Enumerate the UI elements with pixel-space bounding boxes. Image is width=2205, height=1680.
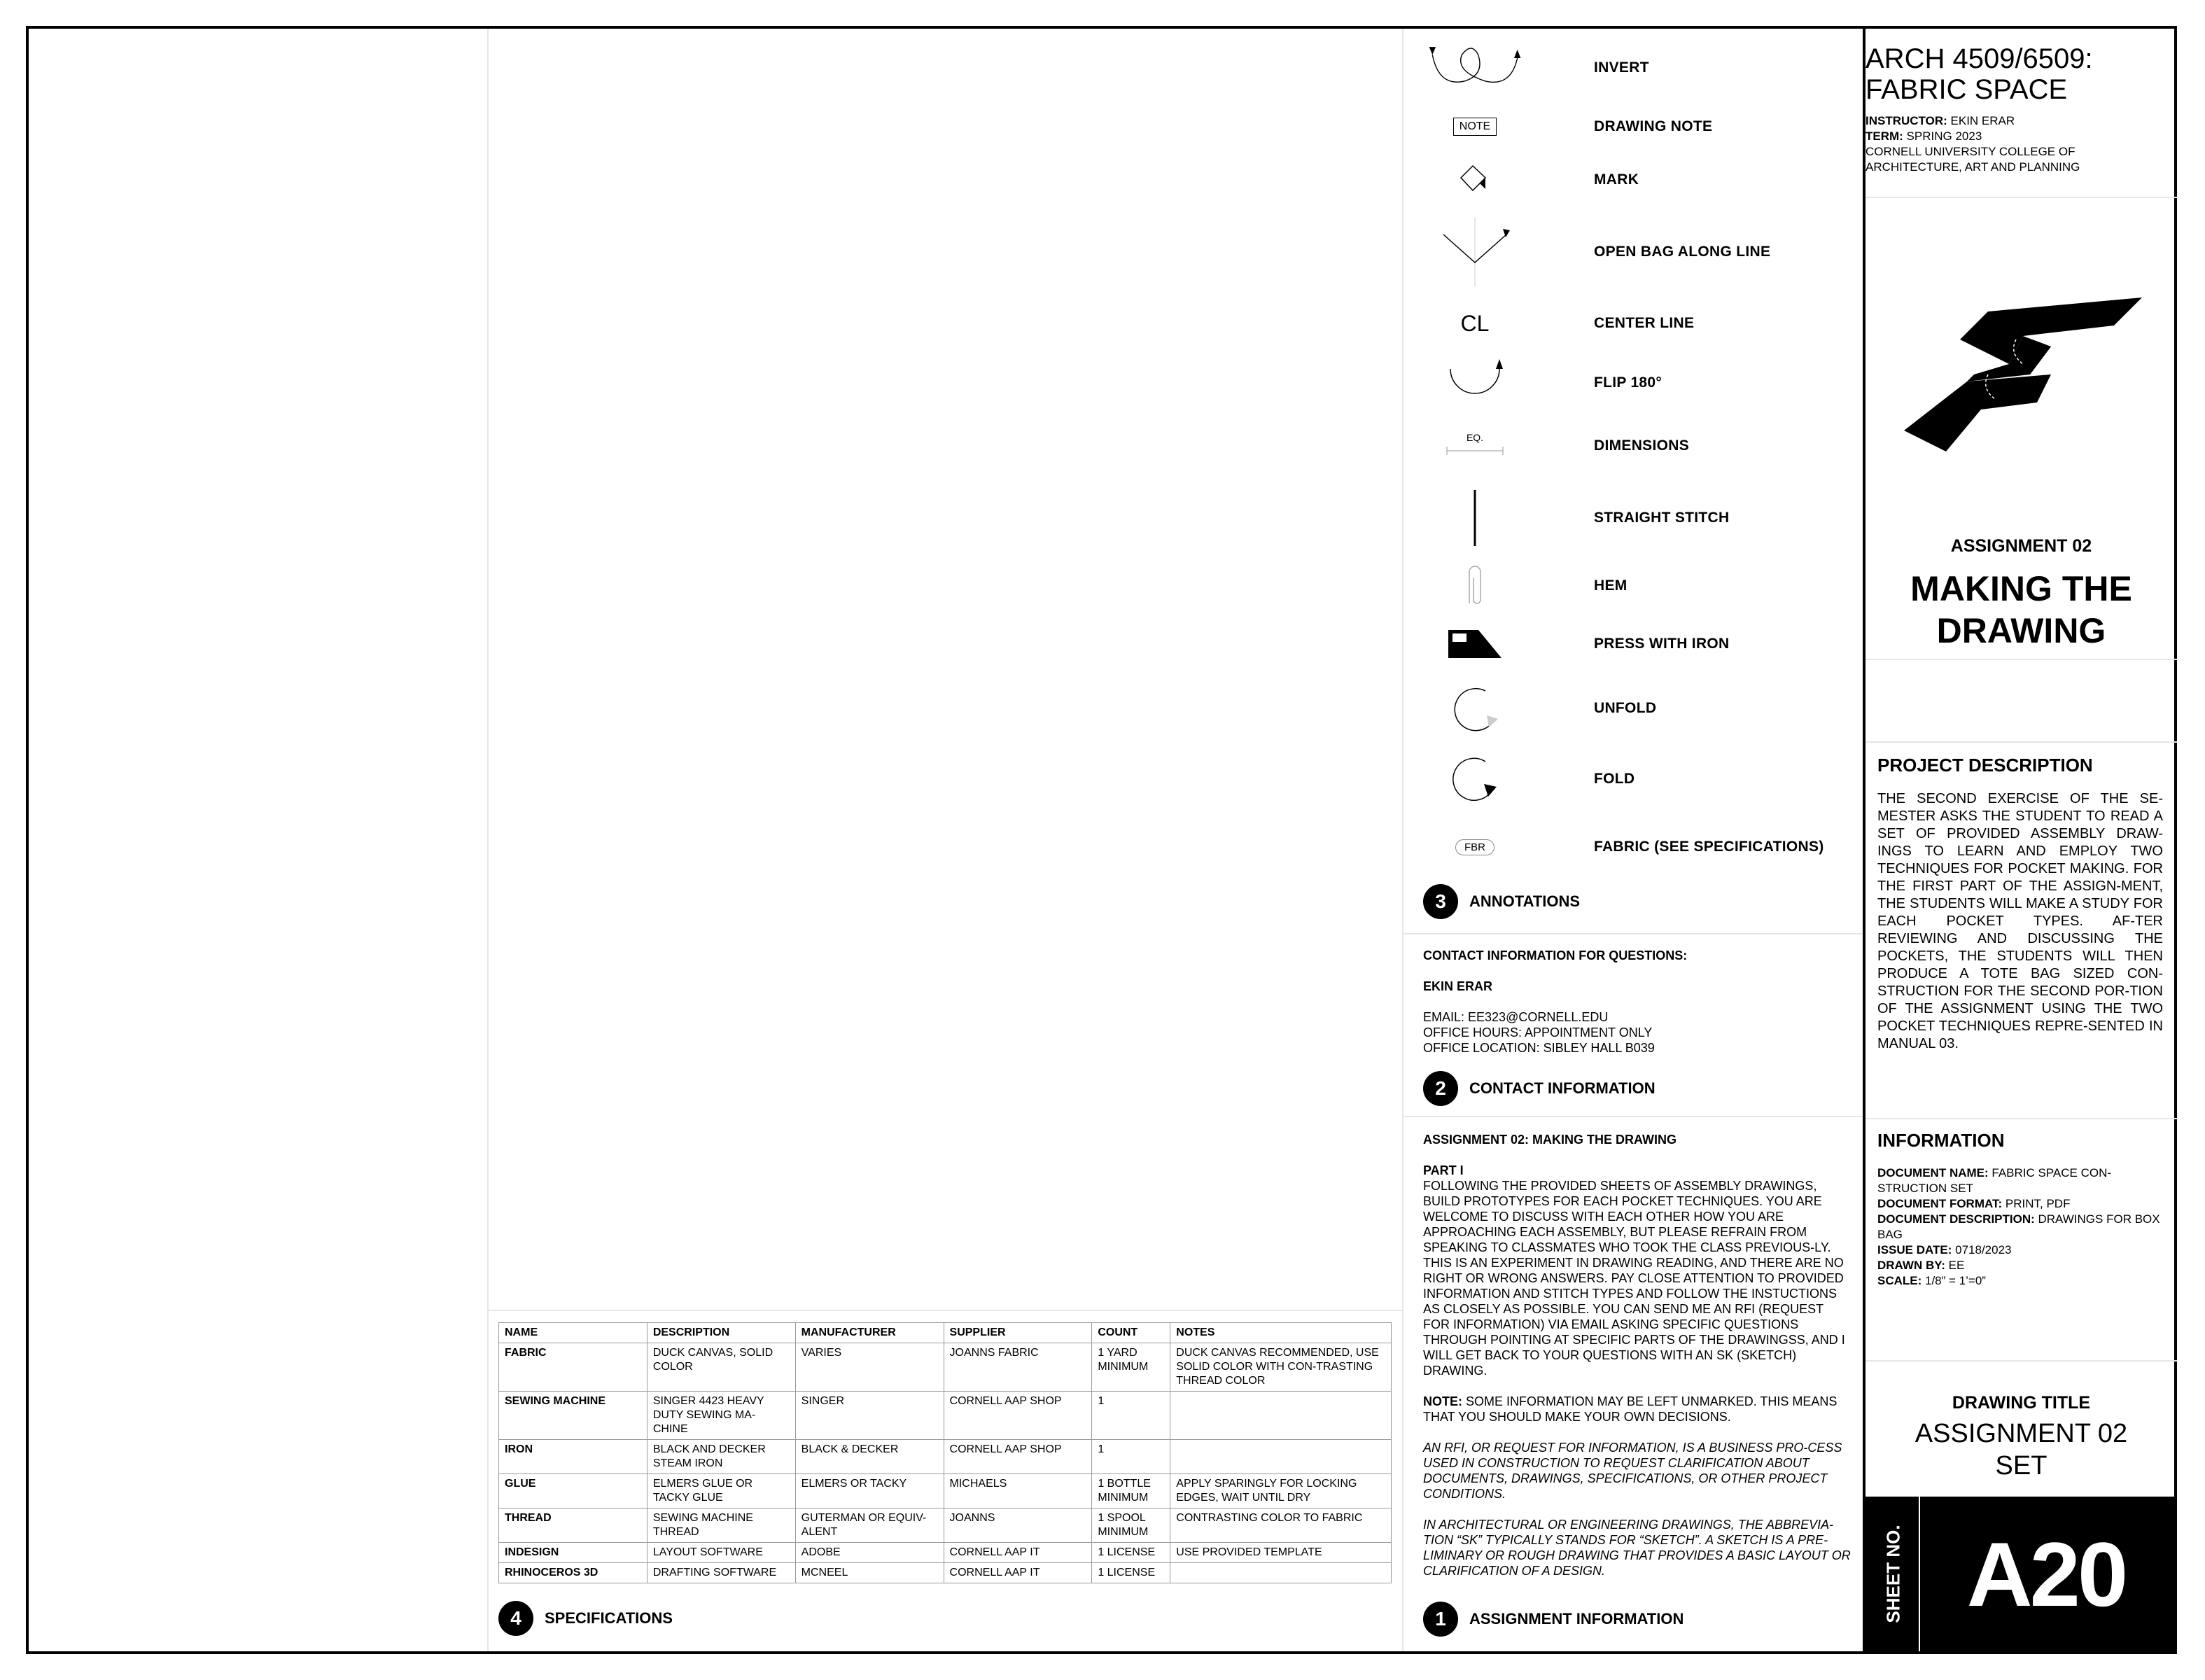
svg-text:EQ.: EQ. — [1466, 432, 1484, 443]
annotation-press-iron: PRESS WITH IRON — [1412, 615, 1846, 673]
frame-divider — [1865, 659, 2177, 660]
course-header: ARCH 4509/6509: FABRIC SPACE INSTRUCTOR: EKIN ERAR TERM: SPRING 2023 CORNELL UNIVERSITY COLLEGE OF ARCHITECTURE, ART AND PLANNING — [1865, 43, 2177, 175]
section-number: 2 — [1423, 1071, 1458, 1106]
section-number: 4 — [498, 1601, 533, 1636]
table-row: IRON BLACK AND DECKER STEAM IRON BLACK & DECKER CORNELL AAP SHOP 1 — [499, 1440, 1392, 1474]
table-row: SEWING MACHINE SINGER 4423 HEAVY DUTY SEWING MA-CHINE SINGER CORNELL AAP SHOP 1 — [499, 1392, 1392, 1440]
frame-divider — [1865, 197, 2177, 198]
drawing-title-block: DRAWING TITLE ASSIGNMENT 02 SET — [1914, 1393, 2128, 1480]
frame-divider — [487, 29, 489, 1651]
table-row: GLUE ELMERS GLUE OR TACKY GLUE ELMERS OR TACKY MICHAELS 1 BOTTLE MINIMUM APPLY SPARINGLY FOR LOCKING EDGES, WAIT UNTIL DRY — [499, 1474, 1392, 1508]
table-row: FABRIC DUCK CANVAS, SOLID COLOR VARIES JOANNS FABRIC 1 YARD MINIMUM DUCK CANVAS RECOMMENDED, USE SOLID COLOR WITH CON-TRASTING THREAD COLOR — [499, 1343, 1392, 1392]
annotation-straight-stitch: STRAIGHT STITCH — [1412, 483, 1846, 553]
fabric-space-logo — [1904, 270, 2142, 458]
fabric-tag-icon: FBR — [1426, 818, 1524, 876]
iron-icon — [1426, 615, 1524, 673]
specifications-section-title: 4 SPECIFICATIONS — [498, 1601, 673, 1636]
annotation-mark: MARK — [1412, 150, 1846, 209]
mark-diamond-icon — [1426, 150, 1524, 209]
sheet-number: A20 — [1966, 1522, 2126, 1625]
flip-arrow-icon — [1426, 354, 1524, 412]
frame-divider — [487, 1310, 1402, 1311]
annotation-hem: HEM — [1412, 556, 1846, 615]
frame-divider — [1865, 741, 2177, 743]
open-bag-icon — [1426, 210, 1524, 294]
section-number: 3 — [1423, 884, 1458, 919]
specifications-table — [498, 1322, 1392, 1583]
column-header: NOTES — [1170, 1323, 1392, 1343]
assignment-info-block: ASSIGNMENT 02: MAKING THE DRAWING PART I FOLLOWING THE PROVIDED SHEETS OF ASSEMBLY DRAWINGS, BUILD PROTOTYPES FOR EACH POCKET TECHNIQUES. YOU ARE WELCOME TO DISCUSS WITH EACH OTHER HOW YOU ARE APPROACHING EACH ASSEMBLY, BUT PLEASE REFRAIN FROM SPEAKING TO CLASSMATES WHO TOOK THE CLASS PREVIOUS-LY. THIS IS AN EXPERIMENT IN DRAWING READING, AND THERE ARE NO RIGHT OR WRONG ANSWERS. PAY CLOSE ATTENTION TO PROVIDED INFORMATION AND STITCH TYPES AND FOLLOW THE INSTUCTIONS AS CLOSELY AS POSSIBLE. YOU CAN SEND ME AN RFI (REQUEST FOR INFORMATION) VIA EMAIL ASKING SPECIFIC QUESTIONS THROUGH POINTING AT SPECIFIC PARTS OF THE DRAWINGSS, AND I WILL GET BACK TO YOUR QUESTIONS WITH AN SK (SKETCH) DRAWING. NOTE: SOME INFORMATION MAY BE LEFT UNMARKED. THIS MEANS THAT YOU SHOULD MAKE YOUR OWN DECISIONS. AN RFI, OR REQUEST FOR INFORMATION, IS A BUSINESS PRO-CESS USED IN CONSTRUCTION TO REQUEST CLARIFICATION ABOUT DOCUMENTS, DRAWINGS, SPECIFICATIONS, OR OTHER PROJECT CONDITIONS. IN ARCHITECTURAL OR ENGINEERING DRAWINGS, THE ABBREVIA-TION “SK” TYPICALLY STANDS FOR “SKETCH”. A SKETCH IS A PRE-LIMINARY OR ROUGH DRAWING THAT PROVIDES A BASIC LAYOUT OR CLARIFICATION OF A DESIGN. — [1423, 1133, 1851, 1578]
assignment-section-title: 1 ASSIGNMENT INFORMATION — [1423, 1602, 1684, 1637]
stitch-line-icon — [1426, 483, 1524, 553]
annotations-section-title: 3 ANNOTATIONS — [1423, 884, 1580, 919]
table-row: THREAD SEWING MACHINE THREAD GUTERMAN OR EQUIV-ALENT JOANNS 1 SPOOL MINIMUM CONTRASTING COLOR TO FABRIC — [499, 1508, 1392, 1543]
annotation-unfold: UNFOLD — [1412, 673, 1846, 743]
course-name: FABRIC SPACE — [1865, 74, 2068, 105]
project-description-block: PROJECT DESCRIPTION THE SECOND EXERCISE OF THE SE-MESTER ASKS THE STUDENT TO READ A SET OF PROVIDED ASSEMBLY DRAW-INGS TO LEARN AND EMPLOY TWO TECHNIQUES FOR POCKET MAKING. FOR THE FIRST PART OF THE ASSIGN-MENT, THE STUDENTS WILL MAKE A STUDY FOR EACH POCKET TYPES. AF-TER REVIEWING AND DISCUSSING THE POCKETS, THE STUDENTS WILL THEN PRODUCE A TOTE BAG SIZED CON-STRUCTION FOR THE SECOND POR-TION OF THE ASSIGNMENT USING THE TWO POCKET TECHNIQUES REPRE-SENTED IN MANUAL 03. — [1877, 755, 2163, 1051]
annotation-flip: FLIP 180° — [1412, 354, 1846, 412]
center-line-icon: CL — [1460, 310, 1490, 336]
hem-icon — [1426, 556, 1524, 615]
column-header: MANUFACTURER — [795, 1323, 944, 1343]
annotation-center-line: CL CENTER LINE — [1412, 294, 1846, 353]
assignment-heading-block: ASSIGNMENT 02 MAKING THE DRAWING — [1910, 536, 2132, 650]
sheet-no-label: SHEET NO. — [1882, 1525, 1904, 1623]
frame-divider — [1402, 29, 1404, 1651]
unfold-icon — [1426, 673, 1524, 743]
note-box-icon: NOTE — [1426, 97, 1524, 156]
frame-divider — [1404, 933, 1863, 934]
column-header: SUPPLIER — [944, 1323, 1092, 1343]
frame-divider — [1865, 1118, 2177, 1119]
contact-email: EMAIL: EE323@CORNELL.EDU — [1423, 1010, 1609, 1024]
column-header: NAME — [499, 1323, 648, 1343]
table-row: INDESIGN LAYOUT SOFTWARE ADOBE CORNELL AAP IT 1 LICENSE USE PROVIDED TEMPLATE — [499, 1543, 1392, 1563]
annotation-dimensions: EQ. DIMENSIONS — [1412, 416, 1846, 475]
section-number: 1 — [1423, 1602, 1458, 1637]
invert-icon — [1426, 38, 1524, 97]
column-header: DESCRIPTION — [647, 1323, 795, 1343]
annotation-fabric: FBR FABRIC (SEE SPECIFICATIONS) — [1412, 818, 1846, 876]
annotation-invert: INVERT — [1412, 38, 1846, 97]
course-title: ARCH 4509/6509: — [1865, 43, 2093, 74]
table-header-row — [499, 1323, 1392, 1343]
annotation-drawing-note: NOTE DRAWING NOTE — [1412, 97, 1846, 156]
sheet-number-block — [1864, 1497, 2174, 1651]
information-block: INFORMATION DOCUMENT NAME: FABRIC SPACE CON-STRUCTION SET DOCUMENT FORMAT: PRINT, PDF DOCUMENT DESCRIPTION: DRAWINGS FOR BOX BAG ISSUE DATE: 0718/2023 DRAWN BY: EE SCALE: 1/8” = 1’=0” — [1877, 1130, 2160, 1287]
dimension-icon — [1426, 416, 1524, 475]
frame-divider — [1404, 1116, 1863, 1117]
annotation-fold: FOLD — [1412, 748, 1846, 811]
contact-section-title: 2 CONTACT INFORMATION — [1423, 1071, 1656, 1106]
table-row: RHINOCEROS 3D DRAFTING SOFTWARE MCNEEL CORNELL AAP IT 1 LICENSE — [499, 1563, 1392, 1583]
frame-divider — [1865, 1360, 2177, 1362]
annotation-open-bag: OPEN BAG ALONG LINE — [1412, 210, 1846, 294]
fold-icon — [1426, 748, 1524, 811]
contact-block: CONTACT INFORMATION FOR QUESTIONS: EKIN ERAR EMAIL: EE323@CORNELL.EDU OFFICE HOURS: APPOINTMENT ONLY OFFICE LOCATION: SIBLEY HALL B039 — [1423, 948, 1843, 1056]
column-header: COUNT — [1092, 1323, 1170, 1343]
